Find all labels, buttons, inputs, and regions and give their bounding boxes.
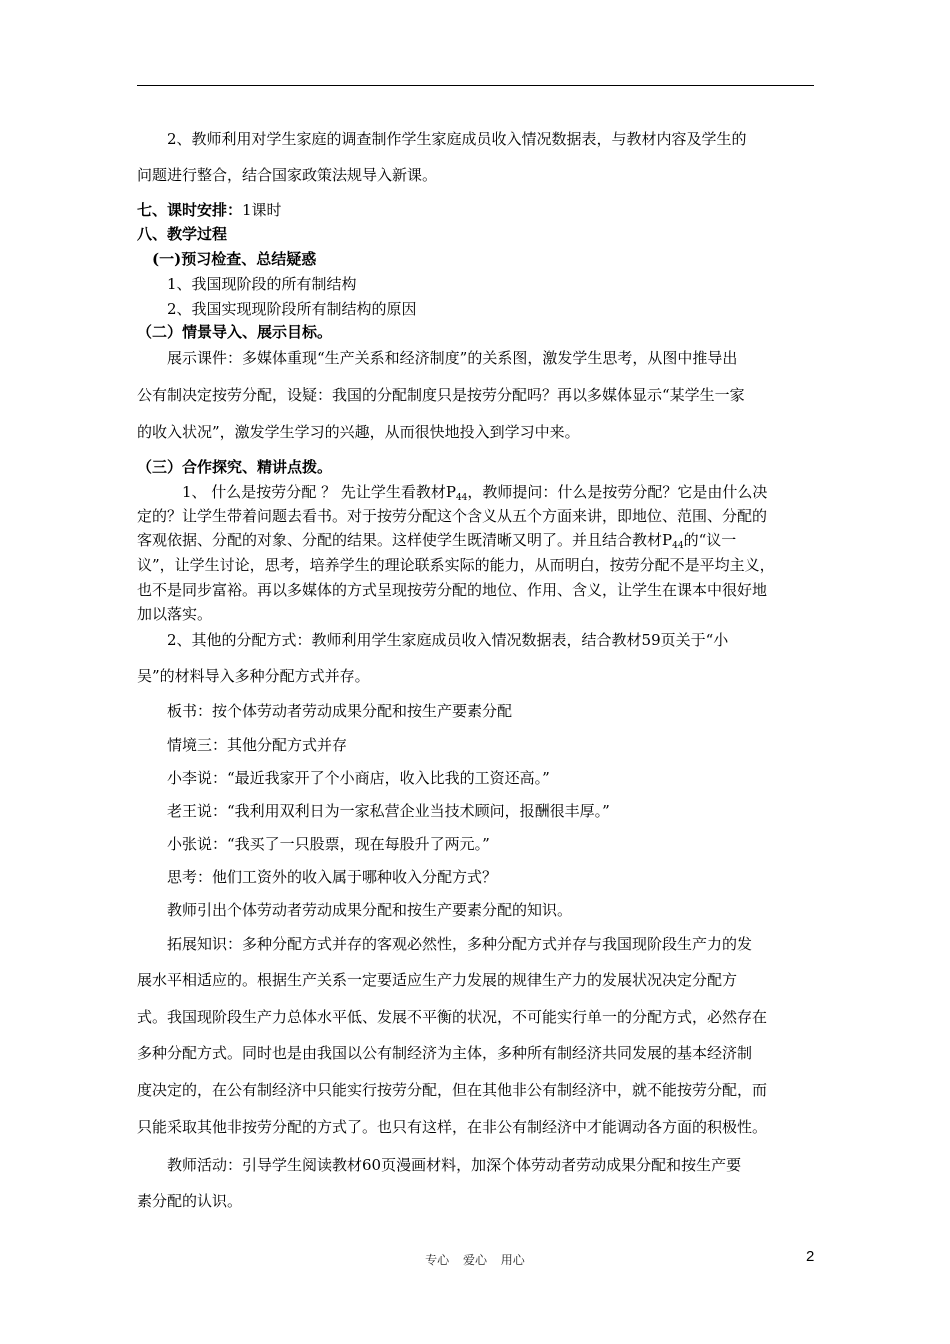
section-heading-7 [137, 200, 282, 220]
paragraph-line: 度决定的，在公有制经济中只能实行按劳分配，但在其他非公有制经济中，就不能按劳分配，而 [137, 1081, 768, 1099]
paragraph-line: 定的？让学生带着问题去看书。对于按劳分配这个含义从五个方面来讲，即地位、范围、分配的 [137, 507, 768, 525]
paragraph-line: 拓展知识：多种分配方式并存的客观必然性，多种分配方式并存与我国现阶段生产力的发 [137, 935, 753, 953]
paragraph-line: 展水平相适应的。根据生产关系一定要适应生产力发展的规律生产力的发展状况决定分配方 [137, 971, 738, 989]
list-item: 1、我国现阶段的所有制结构 [137, 275, 357, 293]
text-run: 1、 什么是按劳分配 ？ 先让学生看教材P [137, 483, 456, 501]
paragraph-line: 小李说：“最近我家开了个小商店，收入比我的工资还高。” [137, 769, 550, 787]
paragraph-line: 议”，让学生讨论，思考，培养学生的理论联系实际的能力，从而明白，按劳分配不是平均主义， [137, 556, 775, 574]
paragraph-line: 思考：他们工资外的收入属于哪种收入分配方式？ [137, 868, 498, 886]
subsection-heading: (一)预习检查、总结疑惑 [137, 250, 317, 268]
text-run: 的“议一 [683, 531, 737, 549]
paragraph-line [137, 482, 767, 508]
subscript: 44 [455, 493, 468, 503]
paragraph-line: 展示课件：多媒体重现“生产关系和经济制度”的关系图，激发学生思考，从图中推导出 [137, 349, 738, 367]
paragraph-line: 素分配的认识。 [137, 1192, 243, 1210]
paragraph-line: 加以落实。 [137, 605, 213, 623]
paragraph-line: 也不是同步富裕。再以多媒体的方式呈现按劳分配的地位、作用、含义，让学生在课本中很好地 [137, 581, 768, 599]
heading-text: 七、课时安排： [137, 201, 243, 219]
subsection-heading: （三）合作探究、精讲点拨。 [137, 458, 333, 476]
paragraph-line: 教师活动：引导学生阅读教材60页漫画材料，加深个体劳动者劳动成果分配和按生产要 [137, 1156, 742, 1174]
text-run: ，教师提问：什么是按劳分配？它是由什么决 [467, 483, 768, 501]
subsection-heading: （二）情景导入、展示目标。 [137, 323, 333, 341]
page-number: 2 [806, 1248, 815, 1265]
paragraph-line: 吴”的材料导入多种分配方式并存。 [137, 667, 370, 685]
paragraph-line: 多种分配方式。同时也是由我国以公有制经济为主体，多种所有制经济共同发展的基本经济制 [137, 1044, 753, 1062]
subscript: 44 [672, 541, 684, 551]
paragraph-line: 公有制决定按劳分配，设疑：我国的分配制度只是按劳分配吗？再以多媒体显示“某学生一家 [137, 386, 745, 404]
paragraph-line: 教师引出个体劳动者劳动成果分配和按生产要素分配的知识。 [137, 901, 573, 919]
paragraph-line: 老王说：“我利用双利日为一家私营企业当技术顾问，报酬很丰厚。” [137, 802, 610, 820]
page-footer: 专心 爱心 用心 [425, 1253, 525, 1267]
heading-value: 1课时 [242, 201, 282, 219]
paragraph-line: 只能采取其他非按劳分配的方式了。也只有这样，在非公有制经济中才能调动各方面的积极性。 [137, 1118, 768, 1136]
paragraph-line [137, 530, 736, 556]
section-heading-8: 八、教学过程 [137, 225, 228, 243]
paragraph-line: 问题进行整合，结合国家政策法规导入新课。 [137, 166, 438, 184]
paragraph-line: 板书：按个体劳动者劳动成果分配和按生产要素分配 [137, 702, 513, 720]
paragraph-line: 的收入状况”，激发学生学习的兴趣，从而很快地投入到学习中来。 [137, 423, 580, 441]
paragraph-line: 式。我国现阶段生产力总体水平低、发展不平衡的状况，不可能实行单一的分配方式，必然存在 [137, 1008, 768, 1026]
paragraph-line: 2、教师利用对学生家庭的调查制作学生家庭成员收入情况数据表，与教材内容及学生的 [137, 130, 747, 148]
text-run: 客观依据、分配的对象、分配的结果。这样使学生既清晰又明了。并且结合教材P [137, 531, 673, 549]
paragraph-line: 情境三：其他分配方式并存 [137, 736, 348, 754]
paragraph-line: 小张说：“我买了一只股票，现在每股升了两元。” [137, 835, 490, 853]
header-rule [137, 85, 814, 86]
list-item: 2、我国实现现阶段所有制结构的原因 [137, 300, 417, 318]
paragraph-line: 2、其他的分配方式：教师利用学生家庭成员收入情况数据表，结合教材59页关于“小 [137, 631, 729, 649]
